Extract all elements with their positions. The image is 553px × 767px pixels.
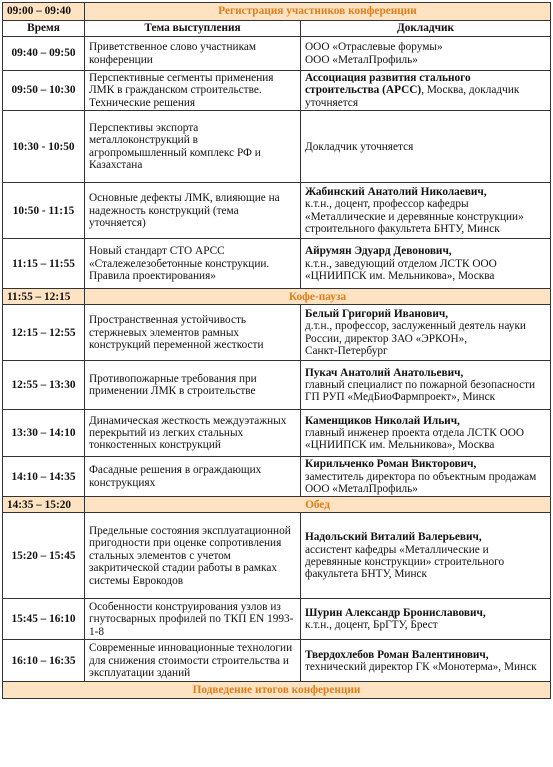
column-header-row <box>3 21 551 37</box>
session-time: 10:50 - 11:15 <box>3 183 85 239</box>
schedule-row <box>3 410 551 457</box>
schedule-row <box>3 183 551 239</box>
speaker-name: Кирильченко Роман Викторович, <box>305 458 477 471</box>
conference-schedule-table <box>2 2 551 699</box>
registration-time: 09:00 – 09:40 <box>3 3 85 21</box>
speaker-cell <box>301 410 551 457</box>
break-band-row <box>3 497 551 513</box>
speaker-details: Докладчик уточняется <box>305 140 414 153</box>
session-topic: Перспективы экспорта металлоконструкций в агропромышленный комплекс РФ и Казахстана <box>85 111 301 183</box>
speaker-details: технический директор ГК «Монотерма», Минск <box>305 660 537 673</box>
session-topic: Особенности конструирования узлов из гнутосварных профилей по ТКП EN 1993-1-8 <box>85 599 301 640</box>
break-band-row <box>3 682 551 699</box>
speaker-name: Ассоциация развития стального строительства (АРСС) <box>305 72 471 97</box>
session-time: 14:10 – 14:35 <box>3 457 85 497</box>
session-topic: Противопожарные требования при применении ЛМК в строительстве <box>85 361 301 410</box>
session-topic: Динамическая жесткость междуэтажных перекрытий из легких стальных тонкостенных конструкций <box>85 410 301 457</box>
speaker-details: ООО «Отраслевые форумы» ООО «МеталПрофиль» <box>305 41 443 66</box>
schedule-row <box>3 71 551 111</box>
speaker-name: Айрумян Эдуард Девонович, <box>305 245 452 258</box>
session-time: 16:10 – 16:35 <box>3 640 85 682</box>
session-time: 10:30 - 10:50 <box>3 111 85 183</box>
session-topic: Предельные состояния эксплуатационной пригодности при оценке сопротивления стальных элементов с учетом закритической стадии работы в рамках системы Еврокодов <box>85 513 301 599</box>
schedule-row <box>3 599 551 640</box>
speaker-cell <box>301 457 551 497</box>
speaker-details: заместитель директора по объектным продажам ООО «МеталПрофиль» <box>305 470 537 496</box>
speaker-cell <box>301 183 551 239</box>
schedule-row <box>3 457 551 497</box>
speaker-cell <box>301 513 551 599</box>
speaker-cell <box>301 37 551 71</box>
speaker-name: Белый Григорий Иванович, <box>305 307 449 320</box>
break-time: 11:55 – 12:15 <box>3 289 85 305</box>
speaker-name: Каменщиков Николай Ильич, <box>305 414 460 427</box>
speaker-cell <box>301 599 551 640</box>
session-topic: Фасадные решения в ограждающих конструкциях <box>85 457 301 497</box>
speaker-name: Надольский Виталий Валерьевич, <box>305 531 482 544</box>
break-title: Подведение итогов конференции <box>3 682 551 699</box>
registration-band-row <box>3 3 551 21</box>
speaker-details: ассистент кафедры «Металлические и деревянные конструкции» строительного факультета БНТУ, Минск <box>305 543 505 581</box>
speaker-name: Жабинский Анатолий Николаевич, <box>305 185 487 198</box>
schedule-row <box>3 111 551 183</box>
speaker-details: к.т.н., доцент, БрГТУ, Брест <box>305 619 438 632</box>
break-time: 14:35 – 15:20 <box>3 497 85 513</box>
session-time: 11:15 – 11:55 <box>3 239 85 289</box>
session-time: 13:30 – 14:10 <box>3 410 85 457</box>
speaker-cell <box>301 71 551 111</box>
speaker-name: Твердохлебов Роман Валентинович, <box>305 648 489 661</box>
break-title: Кофе-пауза <box>85 289 551 305</box>
speaker-details: , Москва, докладчик уточняется <box>305 84 520 109</box>
session-topic: Перспективные сегменты применения ЛМК в гражданском строительстве. Технические решения <box>85 71 301 111</box>
speaker-details: д.т.н., профессор, заслуженный деятель науки России, директор ЗАО «ЭРКОН», Санкт-Петербург <box>305 320 526 358</box>
break-title: Обед <box>85 497 551 513</box>
speaker-name: Шурин Александр Брониславович, <box>305 607 486 620</box>
session-time: 15:45 – 16:10 <box>3 599 85 640</box>
speaker-cell <box>301 640 551 682</box>
session-topic: Современные инновационные технологии для снижения стоимости строительства и эксплуатации зданий <box>85 640 301 682</box>
session-time: 12:15 – 12:55 <box>3 305 85 361</box>
column-header-topic: Тема выступления <box>85 21 301 37</box>
registration-title: Регистрация участников конференции <box>85 3 551 21</box>
speaker-details: к.т.н., доцент, профессор кафедры «Металлические и деревянные конструкции» строительного факультета БНТУ, Минск <box>305 198 524 236</box>
session-topic: Приветственное слово участникам конференции <box>85 37 301 71</box>
schedule-row <box>3 361 551 410</box>
session-topic: Новый стандарт СТО АРСС «Сталежелезобетонные конструкции. Правила проектирования» <box>85 239 301 289</box>
schedule-row <box>3 239 551 289</box>
schedule-row <box>3 513 551 599</box>
speaker-cell <box>301 361 551 410</box>
speaker-cell <box>301 305 551 361</box>
speaker-cell <box>301 111 551 183</box>
column-header-time: Время <box>3 21 85 37</box>
speaker-cell <box>301 239 551 289</box>
schedule-row <box>3 37 551 71</box>
session-topic: Основные дефекты ЛМК, влияющие на надежность конструкций (тема уточняется) <box>85 183 301 239</box>
session-topic: Пространственная устойчивость стержневых элементов рамных конструкций переменной жесткости <box>85 305 301 361</box>
session-time: 15:20 – 15:45 <box>3 513 85 599</box>
break-band-row <box>3 289 551 305</box>
speaker-details: главный инженер проекта отдела ЛСТК ООО «ЦНИИПСК им. Мельникова», Москва <box>305 427 525 452</box>
schedule-row <box>3 305 551 361</box>
session-time: 09:40 – 09:50 <box>3 37 85 71</box>
session-time: 09:50 – 10:30 <box>3 71 85 111</box>
session-time: 12:55 – 13:30 <box>3 361 85 410</box>
speaker-details: к.т.н., заведующий отделом ЛСТК ООО «ЦНИИПСК им. Мельникова», Москва <box>305 257 497 282</box>
speaker-details: главный специалист по пожарной безопасности ГП РУП «МедБиоФармпроект», Минск <box>305 379 536 404</box>
speaker-name: Пукач Анатолий Анатольевич, <box>305 366 464 379</box>
column-header-speaker: Докладчик <box>301 21 551 37</box>
schedule-row <box>3 640 551 682</box>
